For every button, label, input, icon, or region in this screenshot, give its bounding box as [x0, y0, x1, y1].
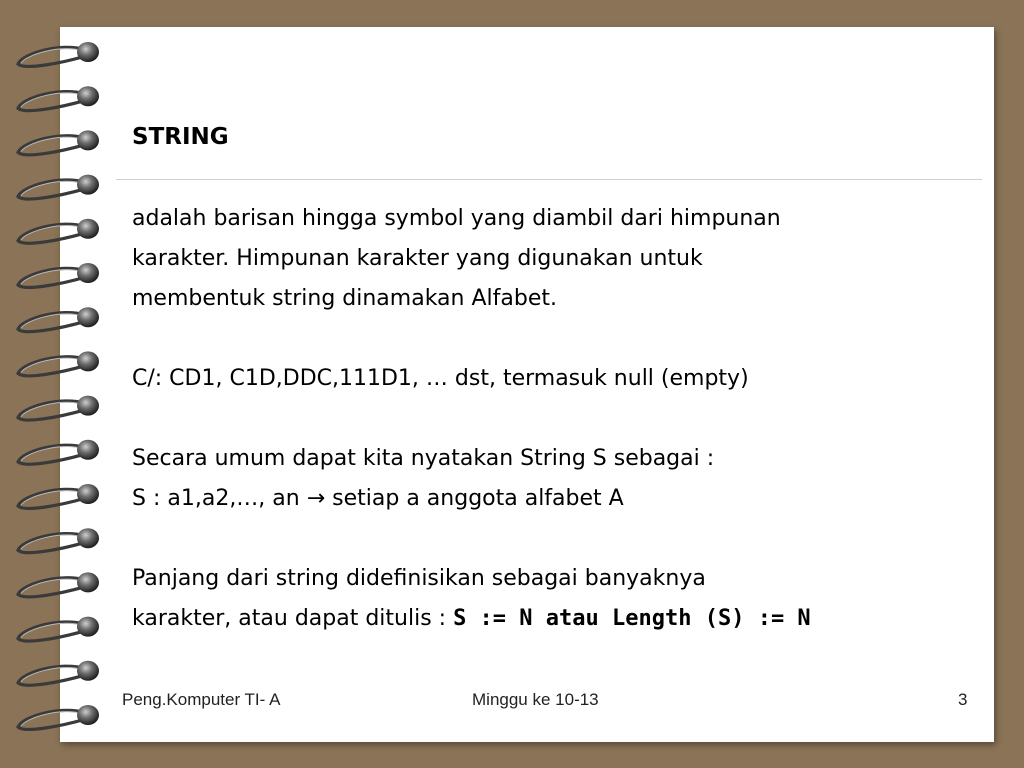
- general-line-1: Secara umum dapat kita nyatakan String S sebagai :: [132, 446, 715, 471]
- spiral-binding-ring-icon: [18, 307, 99, 331]
- spiral-binding-ring-icon: [18, 484, 99, 508]
- example-line: C/: CD1, C1D,DDC,111D1, … dst, termasuk null (empty): [132, 366, 749, 391]
- spiral-binding-ring-icon: [18, 572, 99, 596]
- spiral-binding-ring-icon: [18, 528, 99, 552]
- spiral-binding-ring-icon: [18, 42, 99, 66]
- slide-title: STRING: [132, 124, 229, 150]
- spiral-binding-ring-icon: [18, 219, 99, 243]
- length-line-1: Panjang dari string didefinisikan sebagai banyaknya: [132, 566, 706, 591]
- spiral-binding-ring-icon: [18, 351, 99, 375]
- definition-line-1: adalah barisan hingga symbol yang diambil dari himpunan: [132, 206, 781, 231]
- spiral-binding: [0, 0, 120, 768]
- spiral-binding-ring-icon: [18, 617, 99, 641]
- slide-body: [132, 199, 982, 639]
- length-line-2-prefix: karakter, atau dapat ditulis :: [132, 606, 454, 631]
- footer-left: Peng.Komputer TI- A: [122, 690, 281, 709]
- spiral-binding-ring-icon: [18, 130, 99, 154]
- spiral-binding-ring-icon: [18, 263, 99, 287]
- spiral-binding-ring-icon: [18, 440, 99, 464]
- spiral-binding-ring-icon: [18, 175, 99, 199]
- general-line-2-prefix: S : a1,a2,…, an: [132, 486, 307, 511]
- spiral-binding-ring-icon: [18, 396, 99, 420]
- footer-page-number: 3: [958, 690, 968, 709]
- spiral-binding-ring-icon: [18, 661, 99, 685]
- general-line-2: [132, 479, 982, 519]
- arrow-symbol: →: [306, 486, 326, 511]
- spiral-binding-ring-icon: [18, 705, 99, 729]
- length-formula: S := N atau Length (S) := N: [453, 606, 811, 631]
- length-line-2: [132, 599, 982, 639]
- general-line-2-suffix: setiap a anggota alfabet A: [325, 486, 624, 511]
- footer-center: Minggu ke 10-13: [472, 690, 599, 709]
- definition-line-2: karakter. Himpunan karakter yang digunakan untuk: [132, 246, 703, 271]
- definition-line-3: membentuk string dinamakan Alfabet.: [132, 286, 557, 311]
- spiral-binding-ring-icon: [18, 86, 99, 110]
- title-divider: [116, 179, 982, 180]
